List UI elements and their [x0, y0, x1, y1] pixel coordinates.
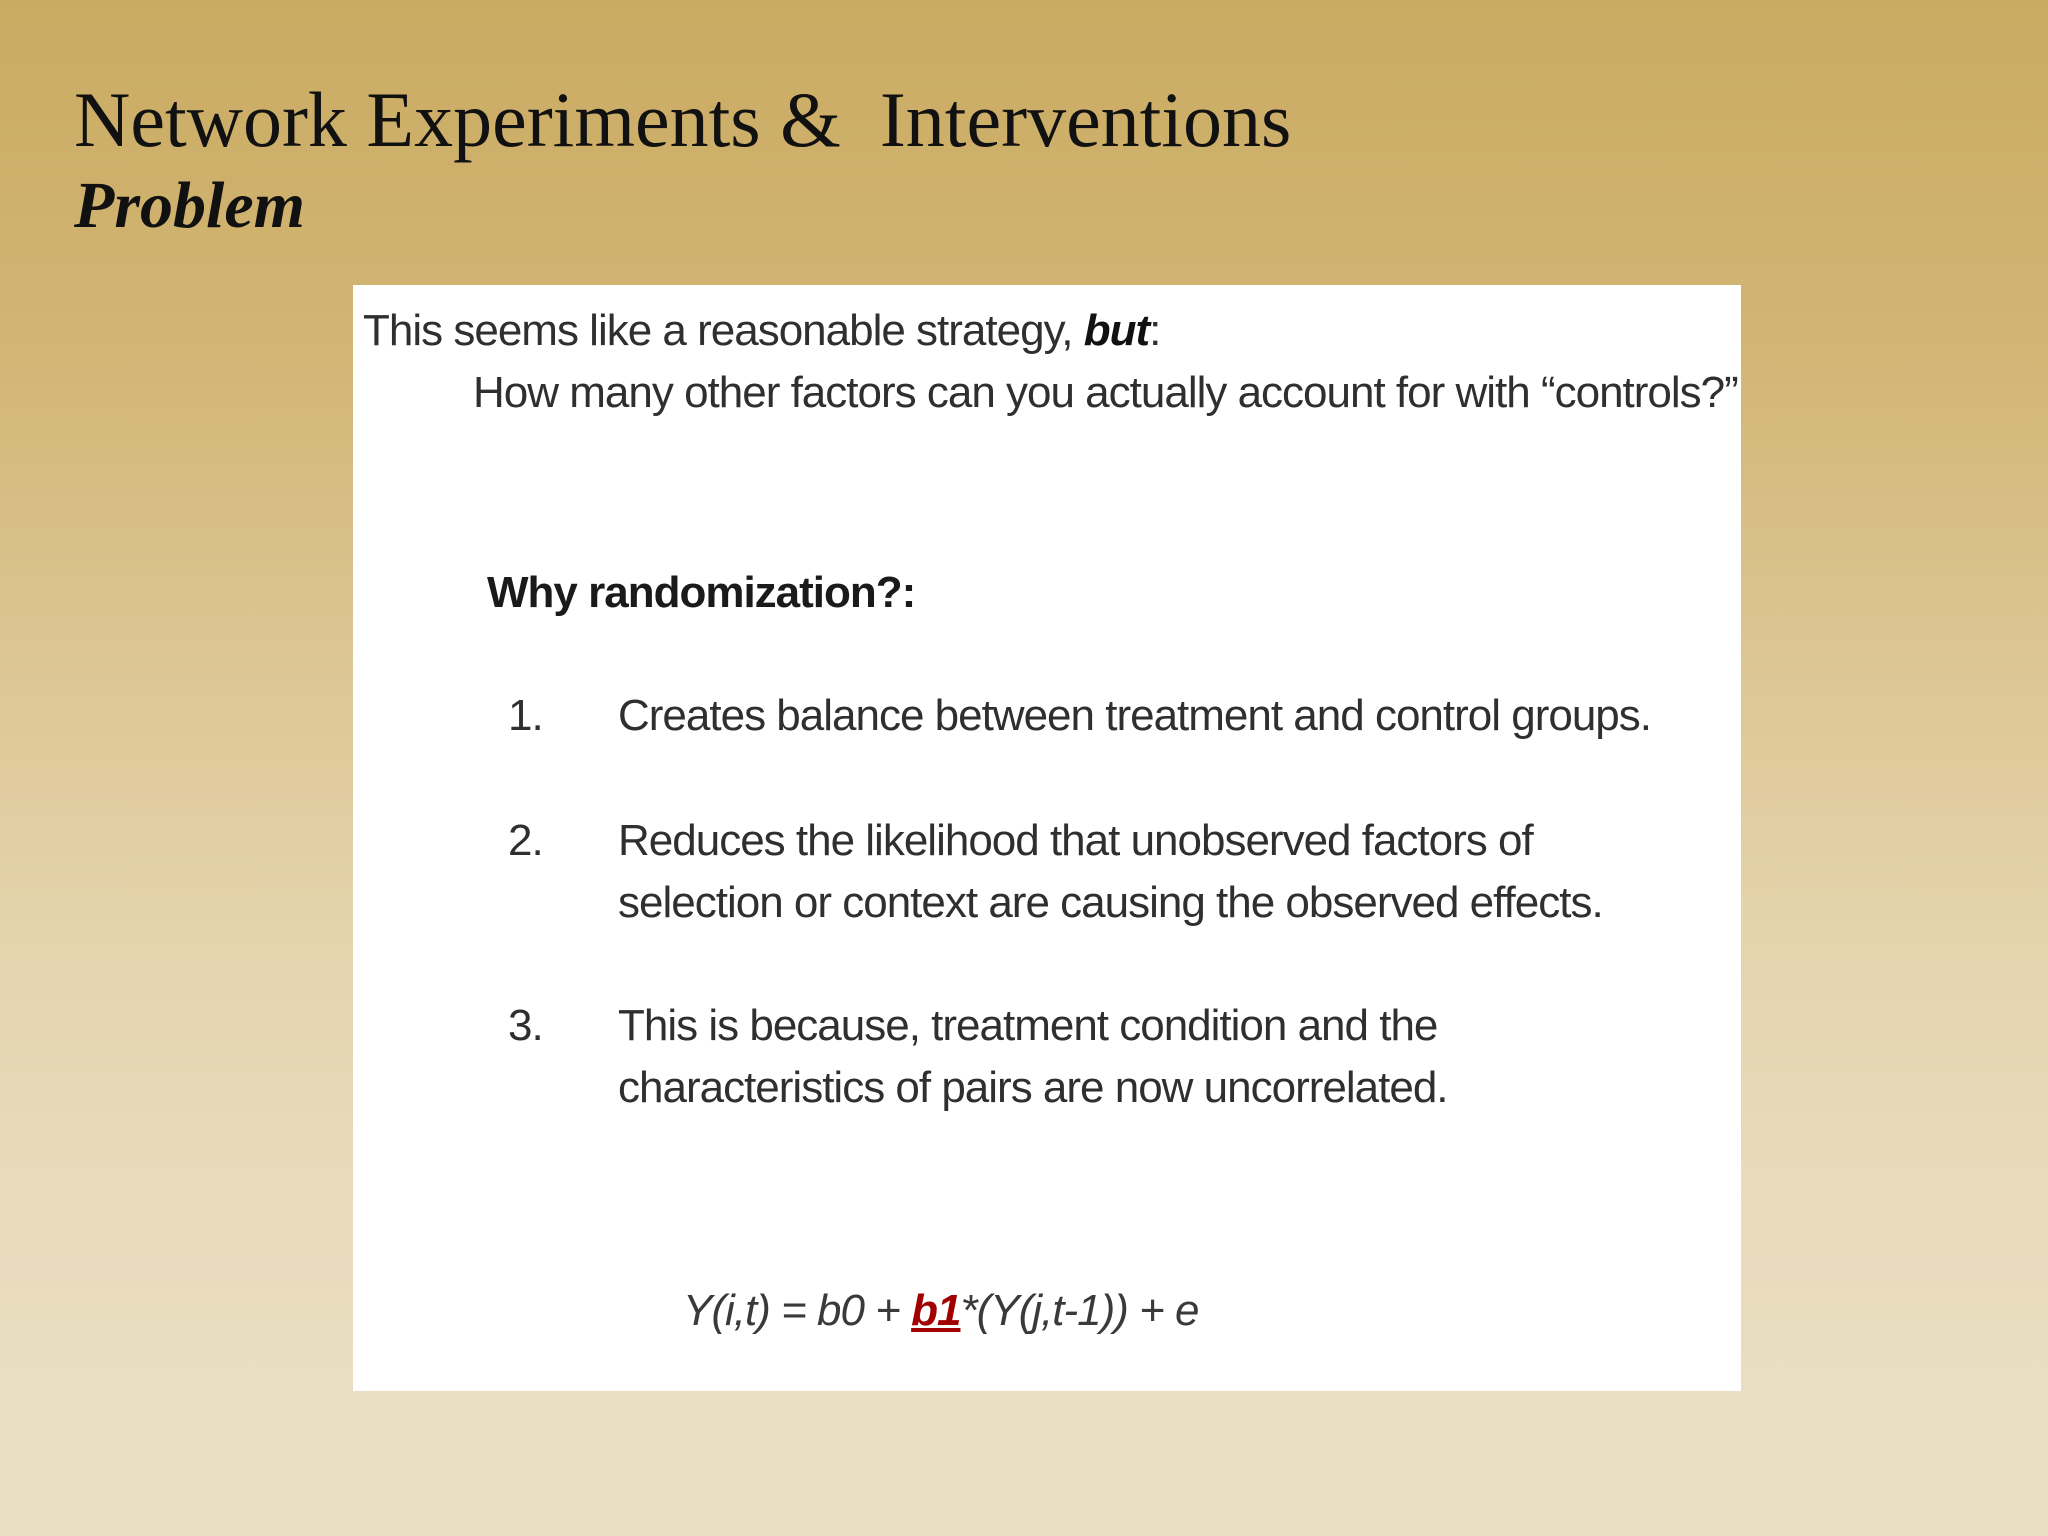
- reason-number: 1.: [508, 691, 543, 740]
- content-panel: [353, 285, 1741, 1391]
- regression-equation: [683, 1283, 1199, 1339]
- intro-emphasis: but: [1083, 306, 1150, 355]
- controls-question: How many other factors can you actually account for with “controls?”: [473, 368, 1738, 417]
- intro-suffix: :: [1149, 306, 1161, 355]
- slide-subtitle: Problem: [74, 169, 305, 242]
- reason-number: 3.: [508, 1001, 543, 1050]
- reason-text: Reduces the likelihood that unobserved factors of selection or context are causing the observed effects.: [618, 816, 1603, 927]
- equation-coefficient: b1: [911, 1286, 961, 1335]
- equation-left: Y(i,t) = b0 +: [683, 1286, 912, 1335]
- reason-text: This is because, treatment condition and the characteristics of pairs are now uncorrelated.: [618, 1001, 1448, 1112]
- why-randomization-heading: Why randomization?:: [487, 568, 916, 617]
- equation-right: *(Y(j,t-1)) + e: [960, 1286, 1199, 1335]
- slide-title: Network Experiments & Interventions: [74, 76, 1292, 163]
- intro-prefix: This seems like a reasonable strategy,: [363, 306, 1084, 355]
- reason-list: [353, 285, 1741, 1391]
- reason-text: Creates balance between treatment and control groups.: [618, 691, 1651, 740]
- reason-number: 2.: [508, 816, 543, 865]
